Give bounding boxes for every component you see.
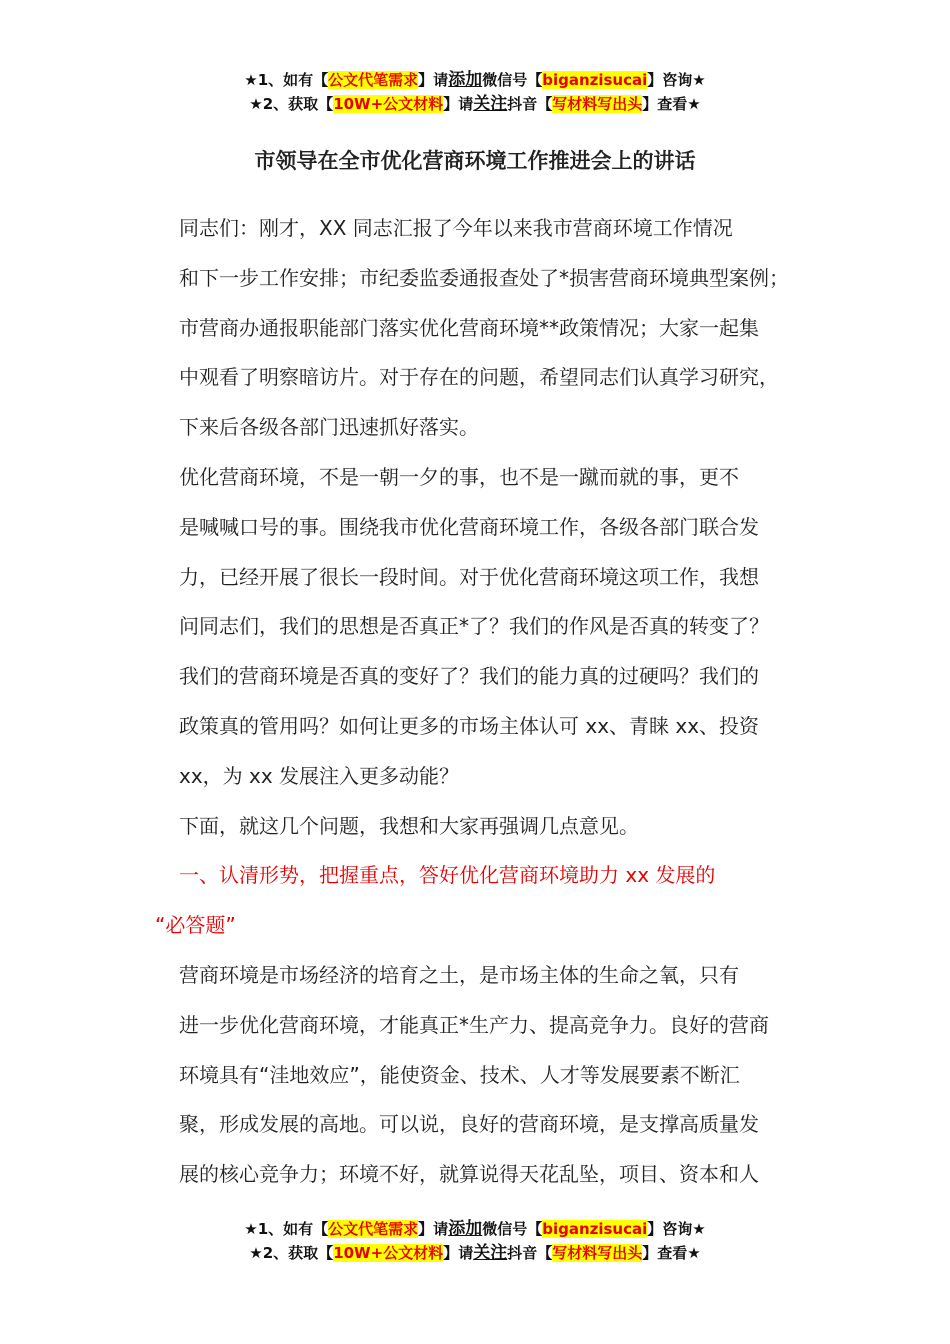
- top-banner: [0, 68, 950, 116]
- highlight-service: 公文代笔需求: [328, 71, 419, 89]
- highlight-wechat-id: biganzisucai: [542, 1220, 648, 1238]
- highlight-wechat-id: biganzisucai: [542, 71, 648, 89]
- banner-line-2: ★2、获取【10W+公文材料】请关注抖音【写材料写出头】查看★: [249, 94, 701, 114]
- document-body: [145, 204, 825, 1200]
- paragraph: 优化营商环境，不是一朝一夕的事，也不是一蹴而就的事，更不 是喊喊口号的事。围绕我市优化营商环境工作，各级各部门联合发 力，已经开展了很长一段时间。对于优化营商环境这项工作，我想 问同志们，我们的思想是否真正*了？我们的作风是否真的转变了？ 我们的营商环境是否真的变好了？我们的能力真的过硬吗？我们的 政策真的管用吗？如何让更多的市场主体认可 xx、青睐 xx、投资 xx，为 xx 发展注入更多动能？: [179, 464, 769, 788]
- highlight-douyin: 写材料写出头: [552, 95, 643, 113]
- section-heading: 一、认清形势，把握重点，答好优化营商环境助力 xx 发展的 “必答题”: [155, 863, 716, 938]
- highlight-materials: 10W+公文材料: [333, 1244, 444, 1262]
- highlight-materials: 10W+公文材料: [333, 95, 444, 113]
- banner-line-1: ★1、如有【公文代笔需求】请添加微信号【biganzisucai】咨询★: [244, 1219, 706, 1239]
- banner-line-2: ★2、获取【10W+公文材料】请关注抖音【写材料写出头】查看★: [249, 1243, 701, 1263]
- paragraph: 营商环境是市场经济的培育之土，是市场主体的生命之氧，只有 进一步优化营商环境，才能真正*生产力、提高竞争力。良好的营商 环境具有“洼地效应”，能使资金、技术、人才等发展要素不断汇 聚，形成发展的高地。可以说，良好的营商环境，是支撑高质量发 展的核心竞争力；环境不好，就算说得天花乱坠，项目、资本和人: [179, 962, 769, 1187]
- highlight-douyin: 写材料写出头: [552, 1244, 643, 1262]
- bottom-banner: [0, 1217, 950, 1265]
- document-title: 市领导在全市优化营商环境工作推进会上的讲话: [254, 149, 696, 173]
- paragraph: 下面，就这几个问题，我想和大家再强调几点意见。: [179, 813, 639, 838]
- paragraph: 同志们：刚才，XX 同志汇报了今年以来我市营商环境工作情况 和下一步工作安排；市纪委监委通报查处了*损害营商环境典型案例； 市营商办通报职能部门落实优化营商环境**政策情况；大家一起集 中观看了明察暗访片。对于存在的问题，希望同志们认真学习研究， 下来后各级各部门迅速抓好落实。: [179, 216, 789, 440]
- highlight-service: 公文代笔需求: [328, 1220, 419, 1238]
- banner-line-1: ★1、如有【公文代笔需求】请添加微信号【biganzisucai】咨询★: [244, 70, 706, 90]
